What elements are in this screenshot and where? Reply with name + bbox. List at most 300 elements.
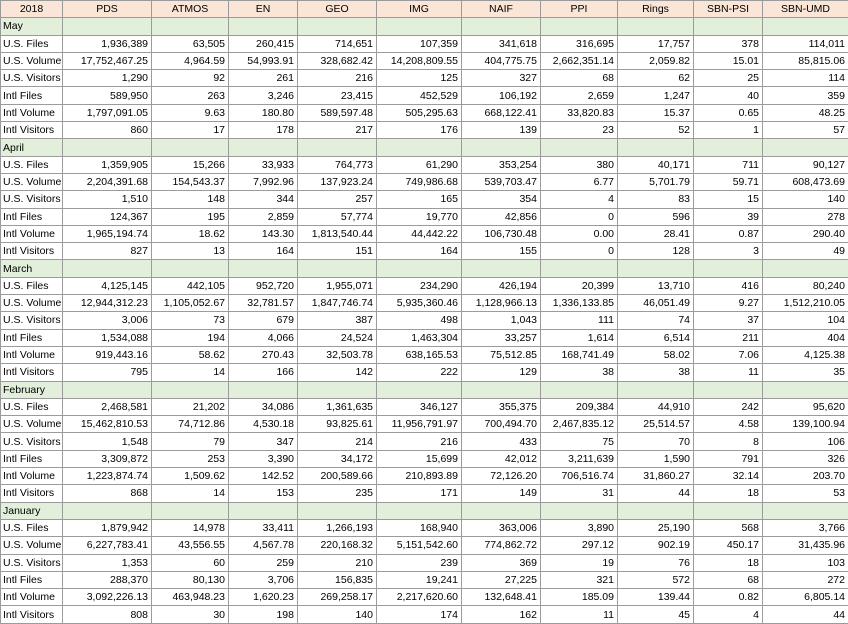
month-empty-cell [694, 139, 763, 156]
table-cell: 257 [298, 191, 377, 208]
table-row [1, 277, 848, 294]
table-cell: 17,757 [618, 35, 694, 52]
table-cell: 60 [152, 554, 229, 571]
table-cell: 1,223,874.74 [63, 468, 152, 485]
table-row [1, 122, 848, 139]
table-cell: 128 [618, 243, 694, 260]
table-cell: 679 [229, 312, 298, 329]
table-row [1, 485, 848, 502]
table-cell: 1,290 [63, 70, 152, 87]
table-cell: 952,720 [229, 277, 298, 294]
table-cell: 572 [618, 571, 694, 588]
table-row [1, 87, 848, 104]
month-empty-cell [298, 381, 377, 398]
table-cell: 1,361,635 [298, 398, 377, 415]
row-label: Intl Visitors [1, 606, 63, 623]
table-cell: 155 [462, 243, 541, 260]
table-cell: 3,092,226.13 [63, 589, 152, 606]
row-label: Intl Files [1, 87, 63, 104]
table-cell: 25 [694, 70, 763, 87]
table-row [1, 173, 848, 190]
table-cell: 2,204,391.68 [63, 173, 152, 190]
table-cell: 210 [298, 554, 377, 571]
table-cell: 1,847,746.74 [298, 295, 377, 312]
table-cell: 433 [462, 433, 541, 450]
row-label: Intl Files [1, 571, 63, 588]
table-cell: 168,940 [377, 519, 462, 536]
column-header: SBN-UMD [763, 1, 848, 18]
month-empty-cell [462, 381, 541, 398]
table-cell: 52 [618, 122, 694, 139]
row-label: Intl Visitors [1, 122, 63, 139]
month-empty-cell [152, 139, 229, 156]
table-cell: 0.00 [541, 225, 618, 242]
table-cell: 278 [763, 208, 848, 225]
table-cell: 21,202 [152, 398, 229, 415]
table-cell: 18.62 [152, 225, 229, 242]
table-cell: 9.27 [694, 295, 763, 312]
table-cell: 139,100.94 [763, 416, 848, 433]
month-empty-cell [63, 381, 152, 398]
table-cell: 795 [63, 364, 152, 381]
table-cell: 74,712.86 [152, 416, 229, 433]
table-cell: 15,266 [152, 156, 229, 173]
table-row [1, 606, 848, 623]
month-empty-cell [462, 18, 541, 35]
table-cell: 1,266,193 [298, 519, 377, 536]
table-cell: 9.63 [152, 104, 229, 121]
month-empty-cell [763, 502, 848, 519]
table-cell: 49 [763, 243, 848, 260]
month-empty-cell [152, 502, 229, 519]
table-cell: 14,208,809.55 [377, 52, 462, 69]
table-cell: 3,390 [229, 450, 298, 467]
table-cell: 2,059.82 [618, 52, 694, 69]
table-cell: 149 [462, 485, 541, 502]
table-cell: 211 [694, 329, 763, 346]
table-row [1, 346, 848, 363]
row-label: U.S. Visitors [1, 70, 63, 87]
month-empty-cell [618, 139, 694, 156]
column-header: EN [229, 1, 298, 18]
table-cell: 3,211,639 [541, 450, 618, 467]
column-header: IMG [377, 1, 462, 18]
table-cell: 1,043 [462, 312, 541, 329]
table-cell: 290.40 [763, 225, 848, 242]
row-label: Intl Visitors [1, 243, 63, 260]
table-cell: 259 [229, 554, 298, 571]
table-row [1, 156, 848, 173]
table-cell: 92 [152, 70, 229, 87]
table-cell: 68 [694, 571, 763, 588]
table-cell: 40 [694, 87, 763, 104]
table-row [1, 398, 848, 415]
table-cell: 148 [152, 191, 229, 208]
month-empty-cell [377, 18, 462, 35]
table-cell: 93,825.61 [298, 416, 377, 433]
table-cell: 1,936,389 [63, 35, 152, 52]
table-cell: 23,415 [298, 87, 377, 104]
table-cell: 33,411 [229, 519, 298, 536]
table-cell: 827 [63, 243, 152, 260]
table-cell: 272 [763, 571, 848, 588]
table-cell: 363,006 [462, 519, 541, 536]
table-cell: 14,978 [152, 519, 229, 536]
table-row [1, 191, 848, 208]
table-cell: 33,933 [229, 156, 298, 173]
month-empty-cell [298, 502, 377, 519]
table-cell: 61,290 [377, 156, 462, 173]
table-cell: 85,815.06 [763, 52, 848, 69]
month-empty-cell [377, 502, 462, 519]
table-row [1, 537, 848, 554]
table-cell: 668,122.41 [462, 104, 541, 121]
table-cell: 0 [541, 243, 618, 260]
month-empty-cell [377, 139, 462, 156]
table-cell: 1,614 [541, 329, 618, 346]
row-label: Intl Volume [1, 225, 63, 242]
table-cell: 270.43 [229, 346, 298, 363]
table-cell: 341,618 [462, 35, 541, 52]
column-header: PPI [541, 1, 618, 18]
row-label: U.S. Files [1, 156, 63, 173]
table-cell: 178 [229, 122, 298, 139]
table-cell: 17,752,467.25 [63, 52, 152, 69]
row-label: Intl Files [1, 450, 63, 467]
table-cell: 6,514 [618, 329, 694, 346]
table-cell: 171 [377, 485, 462, 502]
table-cell: 353,254 [462, 156, 541, 173]
month-empty-cell [763, 18, 848, 35]
row-label: U.S. Volume [1, 52, 63, 69]
table-cell: 68 [541, 70, 618, 87]
row-label: U.S. Files [1, 35, 63, 52]
table-cell: 347 [229, 433, 298, 450]
month-empty-cell [694, 381, 763, 398]
table-row [1, 295, 848, 312]
month-empty-cell [298, 139, 377, 156]
table-cell: 328,682.42 [298, 52, 377, 69]
table-row [1, 35, 848, 52]
table-cell: 45 [618, 606, 694, 623]
table-cell: 3,766 [763, 519, 848, 536]
table-cell: 168,741.49 [541, 346, 618, 363]
month-empty-cell [63, 18, 152, 35]
table-cell: 14 [152, 364, 229, 381]
table-cell: 90,127 [763, 156, 848, 173]
table-cell: 3,309,872 [63, 450, 152, 467]
table-cell: 19,241 [377, 571, 462, 588]
month-empty-cell [229, 381, 298, 398]
table-cell: 269,258.17 [298, 589, 377, 606]
table-cell: 2,468,581 [63, 398, 152, 415]
table-cell: 463,948.23 [152, 589, 229, 606]
table-cell: 20,399 [541, 277, 618, 294]
table-cell: 450.17 [694, 537, 763, 554]
table-cell: 11,956,791.97 [377, 416, 462, 433]
month-label: January [1, 502, 63, 519]
table-cell: 217 [298, 122, 377, 139]
table-cell: 1,359,905 [63, 156, 152, 173]
table-cell: 1,512,210.05 [763, 295, 848, 312]
table-cell: 57,774 [298, 208, 377, 225]
month-empty-cell [541, 381, 618, 398]
table-cell: 4,567.78 [229, 537, 298, 554]
month-empty-cell [462, 139, 541, 156]
row-label: U.S. Files [1, 398, 63, 415]
table-cell: 498 [377, 312, 462, 329]
table-cell: 23 [541, 122, 618, 139]
table-row [1, 70, 848, 87]
table-cell: 18 [694, 485, 763, 502]
table-cell: 596 [618, 208, 694, 225]
table-cell: 288,370 [63, 571, 152, 588]
month-empty-cell [541, 139, 618, 156]
table-cell: 70 [618, 433, 694, 450]
month-empty-cell [462, 260, 541, 277]
table-cell: 860 [63, 122, 152, 139]
month-label: May [1, 18, 63, 35]
table-cell: 297.12 [541, 537, 618, 554]
month-row [1, 260, 848, 277]
table-cell: 124,367 [63, 208, 152, 225]
table-row [1, 364, 848, 381]
table-cell: 17 [152, 122, 229, 139]
table-cell: 53 [763, 485, 848, 502]
table-cell: 404,775.75 [462, 52, 541, 69]
table-cell: 6,227,783.41 [63, 537, 152, 554]
table-row [1, 589, 848, 606]
table-cell: 75,512.85 [462, 346, 541, 363]
table-cell: 2,662,351.14 [541, 52, 618, 69]
table-row [1, 312, 848, 329]
month-empty-cell [298, 18, 377, 35]
month-empty-cell [618, 18, 694, 35]
month-empty-cell [541, 260, 618, 277]
table-cell: 378 [694, 35, 763, 52]
month-empty-cell [152, 18, 229, 35]
table-cell: 1,879,942 [63, 519, 152, 536]
table-row [1, 433, 848, 450]
table-cell: 73 [152, 312, 229, 329]
month-empty-cell [694, 18, 763, 35]
month-empty-cell [618, 260, 694, 277]
table-cell: 142.52 [229, 468, 298, 485]
row-label: U.S. Visitors [1, 312, 63, 329]
table-cell: 15.37 [618, 104, 694, 121]
table-cell: 1,510 [63, 191, 152, 208]
table-cell: 137,923.24 [298, 173, 377, 190]
table-cell: 4,530.18 [229, 416, 298, 433]
table-cell: 19 [541, 554, 618, 571]
table-cell: 142 [298, 364, 377, 381]
table-cell: 214 [298, 433, 377, 450]
row-label: Intl Volume [1, 589, 63, 606]
table-cell: 711 [694, 156, 763, 173]
table-cell: 140 [763, 191, 848, 208]
month-empty-cell [229, 18, 298, 35]
table-cell: 32,781.57 [229, 295, 298, 312]
table-cell: 404 [763, 329, 848, 346]
row-label: Intl Visitors [1, 485, 63, 502]
table-cell: 176 [377, 122, 462, 139]
table-cell: 1,620.23 [229, 589, 298, 606]
table-cell: 791 [694, 450, 763, 467]
table-cell: 2,467,835.12 [541, 416, 618, 433]
table-cell: 129 [462, 364, 541, 381]
table-cell: 4,066 [229, 329, 298, 346]
table-cell: 200,589.66 [298, 468, 377, 485]
table-cell: 700,494.70 [462, 416, 541, 433]
table-cell: 216 [298, 70, 377, 87]
table-cell: 868 [63, 485, 152, 502]
table-cell: 203.70 [763, 468, 848, 485]
table-cell: 34,172 [298, 450, 377, 467]
table-cell: 359 [763, 87, 848, 104]
table-cell: 166 [229, 364, 298, 381]
table-cell: 13 [152, 243, 229, 260]
row-label: U.S. Files [1, 277, 63, 294]
table-cell: 1,353 [63, 554, 152, 571]
table-cell: 165 [377, 191, 462, 208]
table-cell: 75 [541, 433, 618, 450]
row-label: Intl Files [1, 208, 63, 225]
table-cell: 5,701.79 [618, 173, 694, 190]
month-empty-cell [229, 139, 298, 156]
table-cell: 43,556.55 [152, 537, 229, 554]
table-cell: 15,462,810.53 [63, 416, 152, 433]
table-cell: 107,359 [377, 35, 462, 52]
row-label: Intl Volume [1, 346, 63, 363]
column-header: PDS [63, 1, 152, 18]
table-cell: 261 [229, 70, 298, 87]
table-cell: 5,151,542.60 [377, 537, 462, 554]
table-cell: 15.01 [694, 52, 763, 69]
table-cell: 103 [763, 554, 848, 571]
table-cell: 2,659 [541, 87, 618, 104]
table-cell: 1,797,091.05 [63, 104, 152, 121]
table-cell: 442,105 [152, 277, 229, 294]
table-cell: 164 [229, 243, 298, 260]
table-cell: 42,856 [462, 208, 541, 225]
table-cell: 0.82 [694, 589, 763, 606]
table-row [1, 104, 848, 121]
table-cell: 260,415 [229, 35, 298, 52]
table-cell: 706,516.74 [541, 468, 618, 485]
table-cell: 749,986.68 [377, 173, 462, 190]
table-cell: 355,375 [462, 398, 541, 415]
table-cell: 452,529 [377, 87, 462, 104]
table-cell: 33,257 [462, 329, 541, 346]
table-cell: 919,443.16 [63, 346, 152, 363]
table-cell: 174 [377, 606, 462, 623]
column-header: ATMOS [152, 1, 229, 18]
table-cell: 38 [618, 364, 694, 381]
table-cell: 7,992.96 [229, 173, 298, 190]
table-cell: 3 [694, 243, 763, 260]
table-cell: 132,648.41 [462, 589, 541, 606]
table-cell: 74 [618, 312, 694, 329]
table-cell: 1,509.62 [152, 468, 229, 485]
table-cell: 354 [462, 191, 541, 208]
table-cell: 83 [618, 191, 694, 208]
month-empty-cell [377, 381, 462, 398]
table-cell: 316,695 [541, 35, 618, 52]
table-cell: 14 [152, 485, 229, 502]
table-cell: 1,247 [618, 87, 694, 104]
month-empty-cell [462, 502, 541, 519]
month-empty-cell [541, 18, 618, 35]
table-row [1, 208, 848, 225]
row-label: U.S. Files [1, 519, 63, 536]
table-cell: 369 [462, 554, 541, 571]
table-cell: 416 [694, 277, 763, 294]
table-cell: 539,703.47 [462, 173, 541, 190]
column-header: SBN-PSI [694, 1, 763, 18]
table-cell: 153 [229, 485, 298, 502]
table-cell: 3,890 [541, 519, 618, 536]
table-cell: 242 [694, 398, 763, 415]
table-cell: 44 [763, 606, 848, 623]
table-cell: 30 [152, 606, 229, 623]
table-cell: 31,860.27 [618, 468, 694, 485]
table-cell: 608,473.69 [763, 173, 848, 190]
table-row [1, 450, 848, 467]
table-cell: 33,820.83 [541, 104, 618, 121]
table-cell: 11 [694, 364, 763, 381]
table-cell: 198 [229, 606, 298, 623]
month-empty-cell [63, 139, 152, 156]
table-cell: 1,105,052.67 [152, 295, 229, 312]
table-cell: 58.02 [618, 346, 694, 363]
table-cell: 4 [694, 606, 763, 623]
table-cell: 143.30 [229, 225, 298, 242]
table-cell: 4,964.59 [152, 52, 229, 69]
table-cell: 59.71 [694, 173, 763, 190]
table-cell: 1,128,966.13 [462, 295, 541, 312]
table-cell: 1,548 [63, 433, 152, 450]
table-cell: 39 [694, 208, 763, 225]
table-cell: 210,893.89 [377, 468, 462, 485]
table-cell: 239 [377, 554, 462, 571]
table-row [1, 554, 848, 571]
table-cell: 72,126.20 [462, 468, 541, 485]
table-cell: 24,524 [298, 329, 377, 346]
table-row [1, 243, 848, 260]
table-cell: 589,950 [63, 87, 152, 104]
table-cell: 253 [152, 450, 229, 467]
table-cell: 19,770 [377, 208, 462, 225]
month-empty-cell [618, 381, 694, 398]
table-cell: 3,246 [229, 87, 298, 104]
table-cell: 32.14 [694, 468, 763, 485]
row-label: U.S. Visitors [1, 433, 63, 450]
table-cell: 57 [763, 122, 848, 139]
table-row [1, 468, 848, 485]
table-cell: 808 [63, 606, 152, 623]
month-empty-cell [152, 260, 229, 277]
table-cell: 0 [541, 208, 618, 225]
table-cell: 326 [763, 450, 848, 467]
table-cell: 156,835 [298, 571, 377, 588]
column-header: GEO [298, 1, 377, 18]
table-cell: 0.87 [694, 225, 763, 242]
month-row [1, 139, 848, 156]
table-row [1, 519, 848, 536]
table-cell: 25,190 [618, 519, 694, 536]
table-cell: 106,730.48 [462, 225, 541, 242]
month-empty-cell [694, 260, 763, 277]
